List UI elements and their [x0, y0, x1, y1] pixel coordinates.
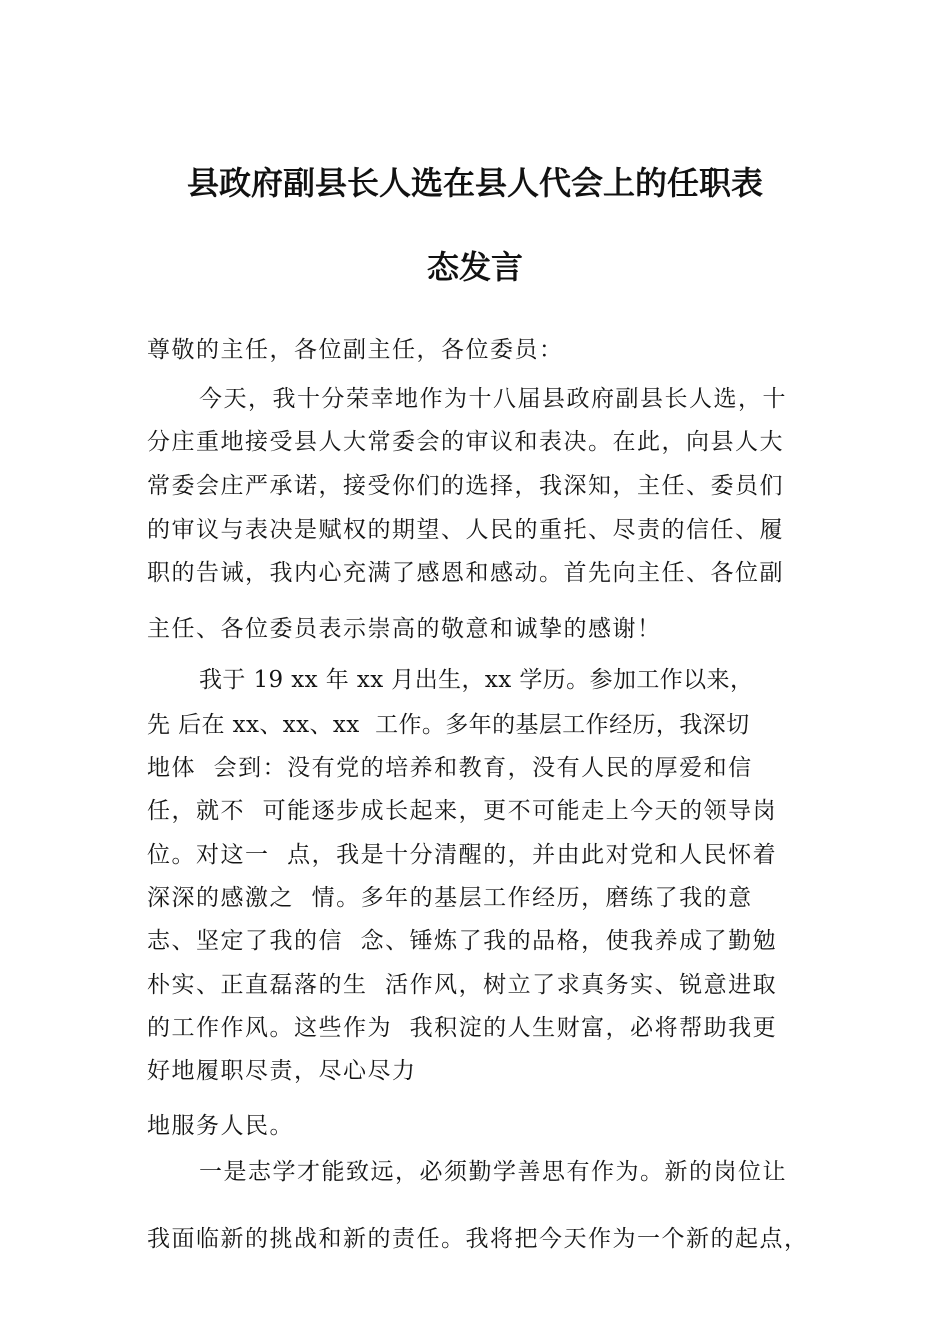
paragraph-1-line: 主任、各位委员表示崇高的敬意和诚挚的感谢！	[147, 616, 662, 642]
paragraph-1-line: 职的告诫，我内心充满了感恩和感动。首先向主任、各位副	[147, 560, 784, 586]
paragraph-1-line: 今天，我十分荣幸地作为十八届县政府副县长人选，十	[199, 386, 787, 412]
paragraph-2-line: 地体 会到：没有党的培养和教育，没有人民的厚爱和信	[147, 755, 753, 781]
document-title-line-2: 态发言	[426, 248, 523, 286]
salutation: 尊敬的主任，各位副主任，各位委员：	[147, 337, 564, 363]
paragraph-2-line: 我于 19 xx 年 xx 月出生，xx 学历。参加工作以来，	[199, 667, 754, 693]
paragraph-2-line: 先 后在 xx、xx、xx 工作。多年的基层工作经历，我深切	[147, 712, 750, 738]
paragraph-2-line: 深深的感激之 情。多年的基层工作经历，磨练了我的意	[147, 885, 753, 911]
paragraph-1-line: 常委会庄严承诺，接受你们的选择，我深知，主任、委员们	[147, 473, 784, 499]
paragraph-2-line: 朴实、正直磊落的生 活作风，树立了求真务实、锐意进取	[147, 972, 778, 998]
paragraph-2-line: 志、坚定了我的信 念、锤炼了我的品格，使我养成了勤勉	[147, 928, 778, 954]
paragraph-3-line: 一是志学才能致远，必须勤学善思有作为。新的岗位让	[199, 1159, 787, 1185]
paragraph-1-line: 分庄重地接受县人大常委会的审议和表决。在此，向县人大	[147, 429, 784, 455]
paragraph-2-line: 位。对这一 点，我是十分清醒的，并由此对党和人民怀着	[147, 842, 778, 868]
paragraph-2-line: 任，就不 可能逐步成长起来，更不可能走上今天的领导岗	[147, 798, 778, 824]
paragraph-2-line: 好地履职尽责，尽心尽力	[147, 1058, 417, 1084]
paragraph-2-line: 地服务人民。	[147, 1113, 294, 1139]
paragraph-1-line: 的审议与表决是赋权的期望、人民的重托、尽责的信任、履	[147, 517, 784, 543]
paragraph-3-line: 我面临新的挑战和新的责任。我将把今天作为一个新的起点，	[147, 1226, 809, 1252]
paragraph-2-line: 的工作作风。这些作为 我积淀的人生财富，必将帮助我更	[147, 1015, 778, 1041]
document-title-line-1: 县政府副县长人选在县人代会上的任职表	[186, 164, 763, 202]
